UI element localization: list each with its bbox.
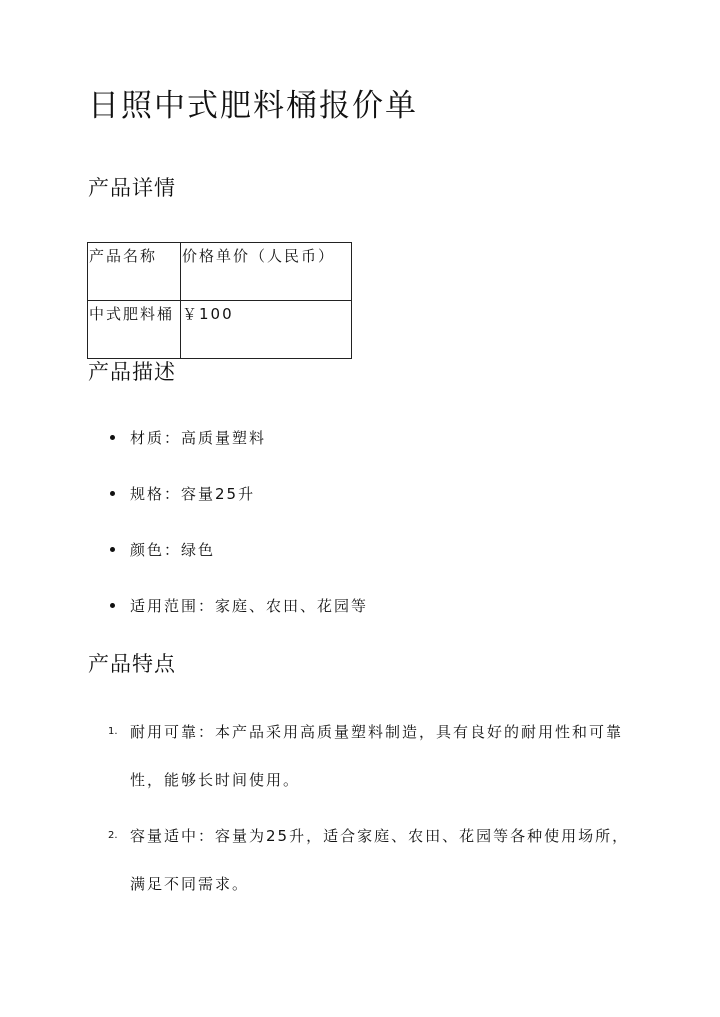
table-header-cell: 价格单价（人民币） [181,243,352,301]
table-cell: 中式肥料桶 [88,301,181,359]
document-title: 日照中式肥料桶报价单 [88,88,418,124]
table-cell: ￥100 [181,301,352,359]
list-item-text: 颜色：绿色 [130,541,216,559]
list-item-text: 适用范围：家庭、农田、花园等 [130,597,369,615]
table-header-row [88,243,352,301]
list-item-text: 材质：高质量塑料 [130,429,267,447]
product-features-heading: 产品特点 [88,652,176,676]
list-item [88,812,630,908]
list-item-text: 容量适中：容量为25升，适合家庭、农田、花园等各种使用场所，满足不同需求。 [130,827,630,893]
list-item [88,410,648,466]
list-item [88,578,648,634]
list-number: 2. [108,830,118,841]
list-item-text: 规格：容量25升 [130,485,256,503]
table-header-cell: 产品名称 [88,243,181,301]
list-item-text: 耐用可靠：本产品采用高质量塑料制造，具有良好的耐用性和可靠性，能够长时间使用。 [130,723,624,789]
features-list [88,708,648,916]
list-item [88,466,648,522]
bullet-icon [110,435,115,440]
description-list [88,410,648,634]
bullet-icon [110,491,115,496]
bullet-icon [110,547,115,552]
product-table [87,242,352,359]
list-item [88,708,630,804]
product-details-heading: 产品详情 [88,176,176,200]
list-number: 1. [108,726,118,737]
bullet-icon [110,603,115,608]
product-description-heading: 产品描述 [88,360,176,384]
list-item [88,522,648,578]
table-row [88,301,352,359]
